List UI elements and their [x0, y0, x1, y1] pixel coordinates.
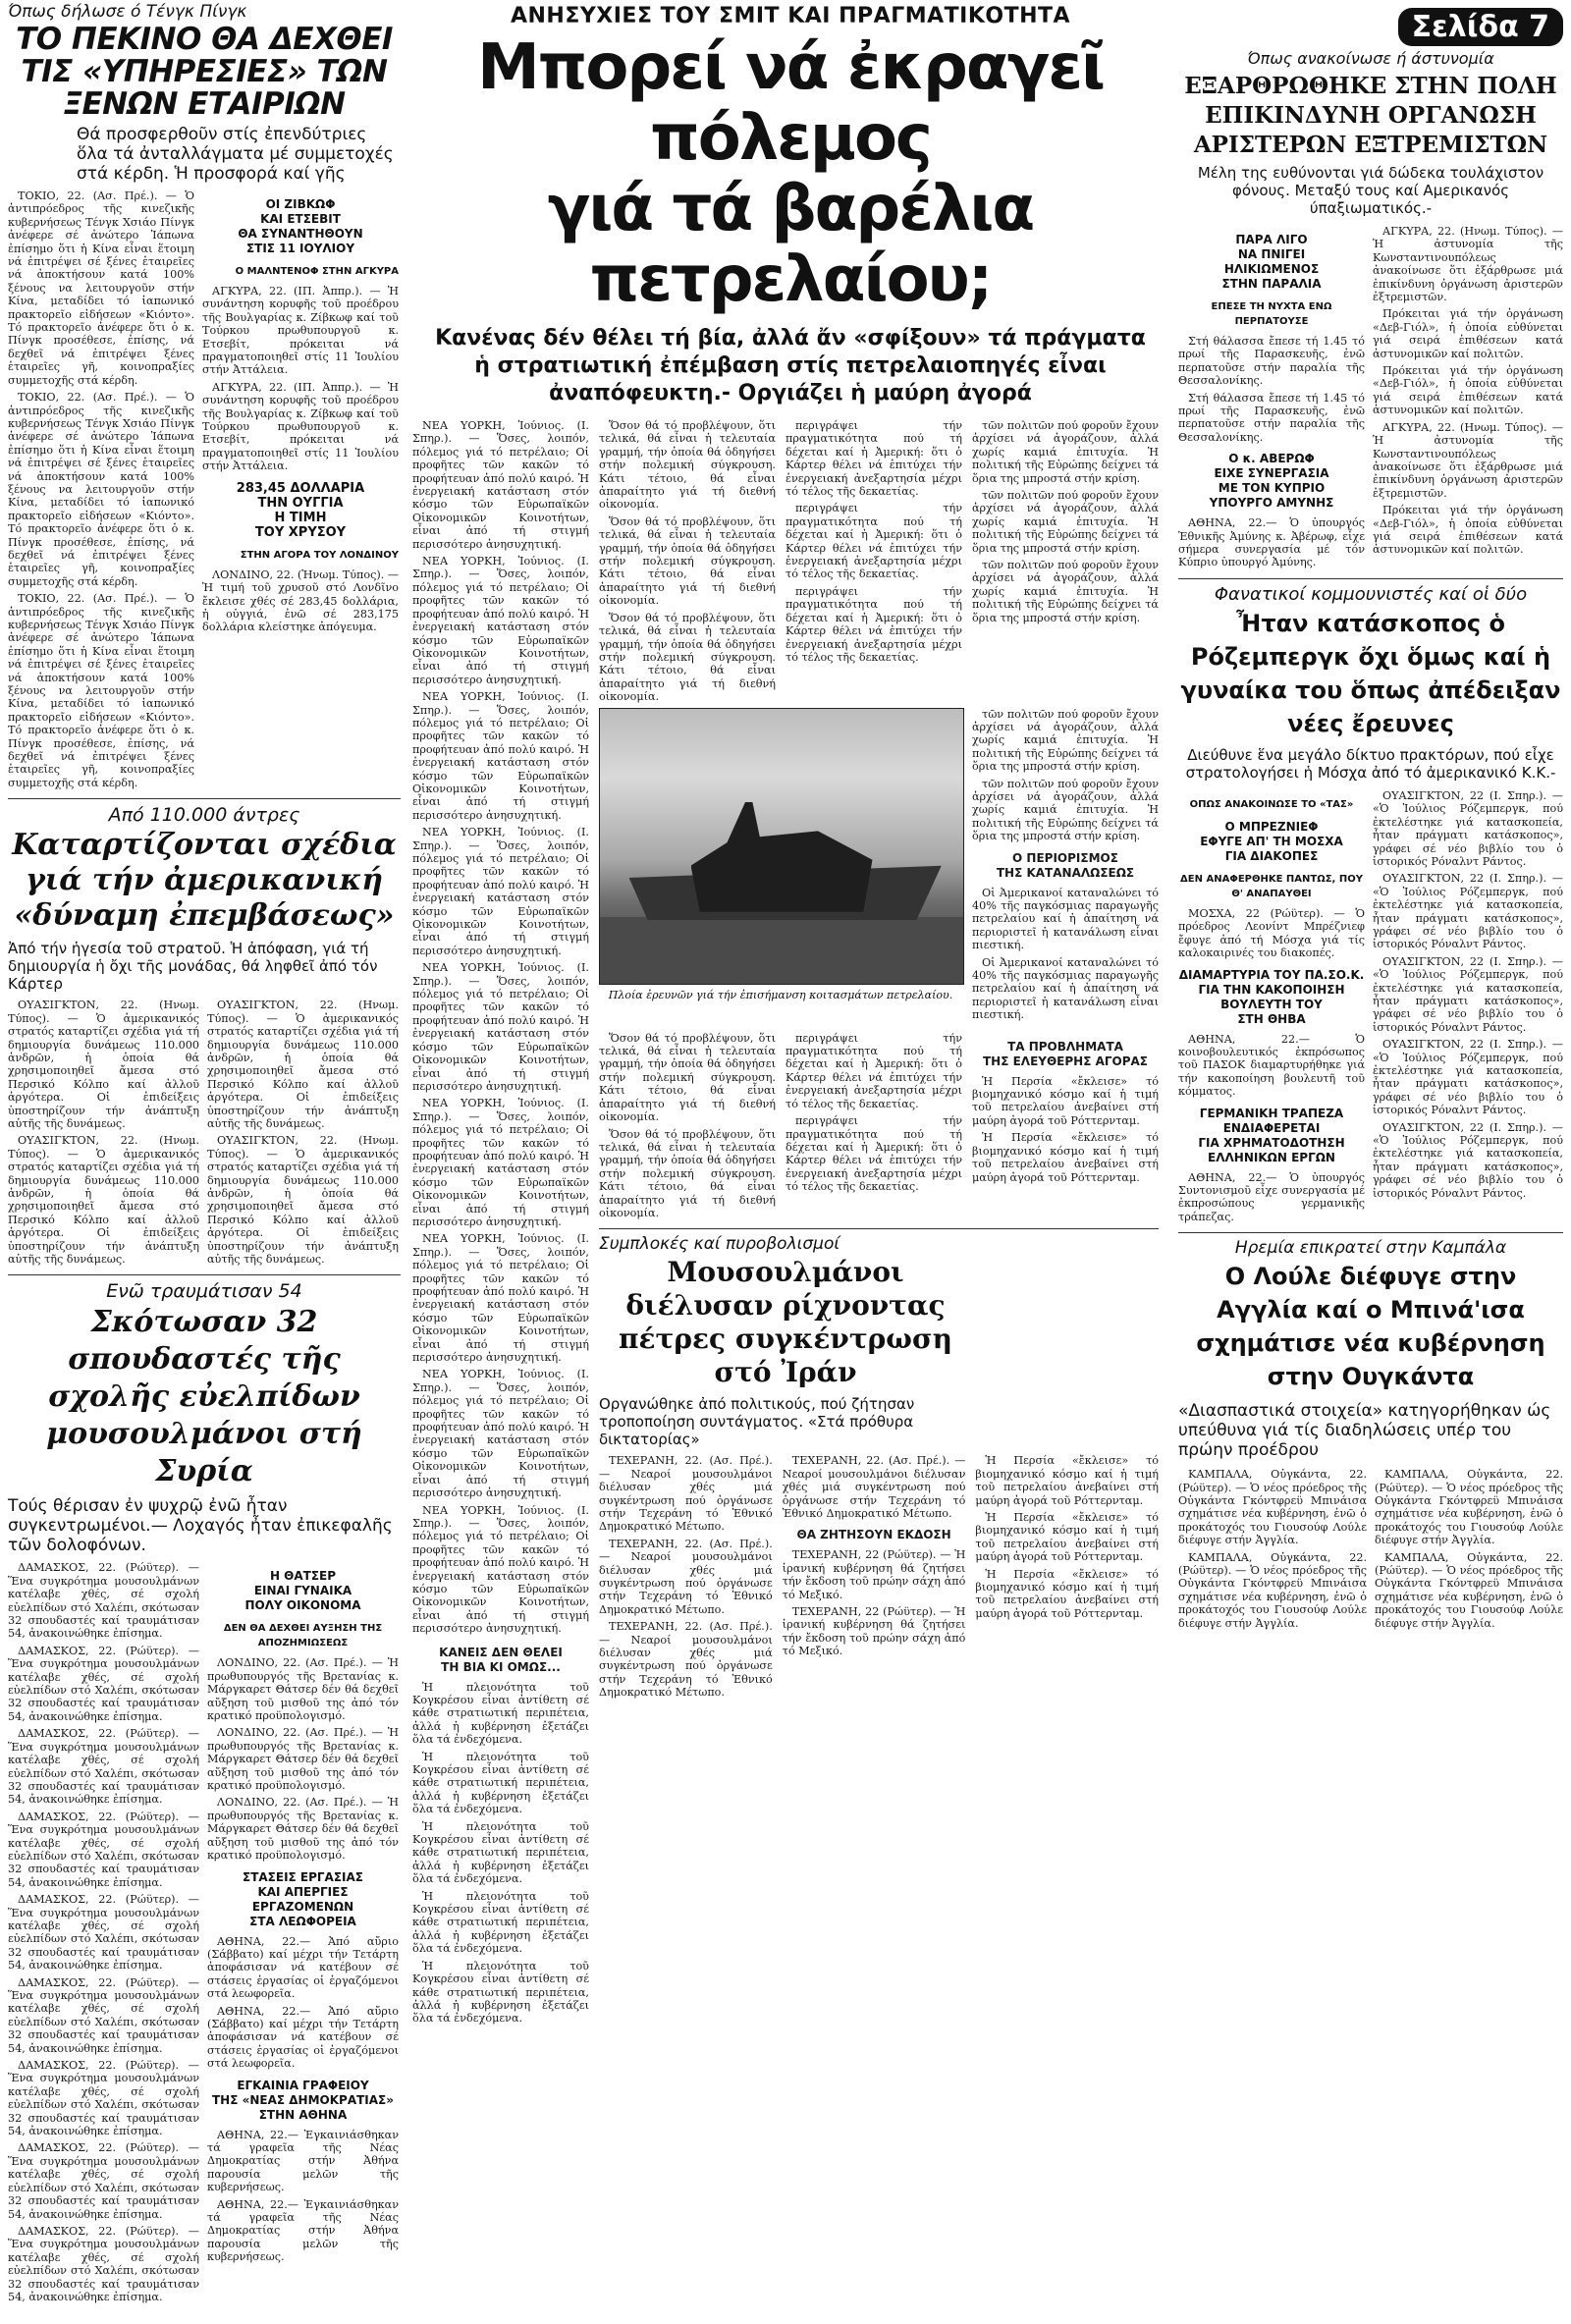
- left-column: [8, 0, 401, 2307]
- iran-story-col-1: ΤΕΧΕΡΑΝΗ, 22. (Ασ. Πρέ.). — Νεαροί μουσουλμάνοι διέλυσαν χθές μιά συγκέντρωση πού ὀργάνωσε στήν Τεχεράνη τό Ἐθνικό Δημοκρατικό Μέτωπο. ΤΕΧΕΡΑΝΗ, 22. (Ασ. Πρέ.). — Νεαροί μουσουλμάνοι διέλυσαν χθές μιά συγκέντρωση πού ὀργάνωσε στήν Τεχεράνη τό Ἐθνικό Δημοκρατικό Μέτωπο. ΤΕΧΕΡΑΝΗ, 22. (Ασ. Πρέ.). — Νεαροί μουσουλμάνοι διέλυσαν χθές μιά συγκέντρωση πού ὀργάνωσε στήν Τεχεράνη τό Ἐθνικό Δημοκρατικό Μέτωπο.: [599, 1454, 773, 1700]
- left-story-1-text-cont2: ΤΟΚΙΟ, 22. (Ασ. Πρέ.). — Ὁ ἀντιπρόεδρος τῆς κινεζικῆς κυβερνήσεως Τένγκ Χσιάο Πίνγκ ἀνέφερε σέ ἀνώτερο Ἰάπωνα ἐπίσημο ὅτι ἡ Κίνα εἶναι ἕτοιμη νά ἐπιτρέψει σέ ξένες ἑταιρεῖες νά ἀποκτήσουν κατά 100% ξένους να λειτουργοῦν στήν Κίνα, μεταδίδει τό ἰαπωνικό πρακτορεῖο εἰδήσεων «Κιόντο». Τό πρακτορεῖο ἀνέφερε ὅτι ὁ κ. Πίνγκ προσέθεσε, ἐπίσης, νά δεχθεῖ νά ἐπιτρέψει ξένες ἑταιρεῖες γῆ, κοινοπραξίες συμμετοχῆς στά κέρδη.: [8, 592, 194, 789]
- left-story-3: ΔΑΜΑΣΚΟΣ, 22. (Ρώϋτερ). — Ἕνα συγκρότημα μουσουλμάνων κατέλαβε χθές, σέ σχολή εὐελπίδων στό Χαλέπι, σκότωσαν 32 σπουδαστές καί τραυμάτισαν 54, ἀνακοινώθηκε ἐπίσημα. ΔΑΜΑΣΚΟΣ, 22. (Ρώϋτερ). — Ἕνα συγκρότημα μουσουλμάνων κατέλαβε χθές, σέ σχολή εὐελπίδων στό Χαλέπι, σκότωσαν 32 σπουδαστές καί τραυμάτισαν 54, ἀνακοινώθηκε ἐπίσημα. ΔΑΜΑΣΚΟΣ, 22. (Ρώϋτερ). — Ἕνα συγκρότημα μουσουλμάνων κατέλαβε χθές, σέ σχολή εὐελπίδων στό Χαλέπι, σκότωσαν 32 σπουδαστές καί τραυμάτισαν 54, ἀνακοινώθηκε ἐπίσημα. ΔΑΜΑΣΚΟΣ, 22. (Ρώϋτερ). — Ἕνα συγκρότημα μουσουλμάνων κατέλαβε χθές, σέ σχολή εὐελπίδων στό Χαλέπι, σκότωσαν 32 σπουδαστές καί τραυμάτισαν 54, ἀνακοινώθηκε ἐπίσημα. ΔΑΜΑΣΚΟΣ, 22. (Ρώϋτερ). — Ἕνα συγκρότημα μουσουλμάνων κατέλαβε χθές, σέ σχολή εὐελπίδων στό Χαλέπι, σκότωσαν 32 σπουδαστές καί τραυμάτισαν 54, ἀνακοινώθηκε ἐπίσημα. ΔΑΜΑΣΚΟΣ, 22. (Ρώϋτερ). — Ἕνα συγκρότημα μουσουλμάνων κατέλαβε χθές, σέ σχολή εὐελπίδων στό Χαλέπι, σκότωσαν 32 σπουδαστές καί τραυμάτισαν 54, ἀνακοινώθηκε ἐπίσημα. ΔΑΜΑΣΚΟΣ, 22. (Ρώϋτερ). — Ἕνα συγκρότημα μουσουλμάνων κατέλαβε χθές, σέ σχολή εὐελπίδων στό Χαλέπι, σκότωσαν 32 σπουδαστές καί τραυμάτισαν 54, ἀνακοινώθηκε ἐπίσημα. ΔΑΜΑΣΚΟΣ, 22. (Ρώϋτερ). — Ἕνα συγκρότημα μουσουλμάνων κατέλαβε χθές, σέ σχολή εὐελπίδων στό Χαλέπι, σκότωσαν 32 σπουδαστές καί τραυμάτισαν 54, ἀνακοινώθηκε ἐπίσημα. ΔΑΜΑΣΚΟΣ, 22. (Ρώϋτερ). — Ἕνα συγκρότημα μουσουλμάνων κατέλαβε χθές, σέ σχολή εὐελπίδων στό Χαλέπι, σκότωσαν 32 σπουδαστές καί τραυμάτισαν 54, ἀνακοινώθηκε ἐπίσημα.: [8, 1561, 199, 2303]
- german-bank-box-body: ΑΘΗΝΑ, 22.— Ὁ ὑπουργός Συντονισμοῦ εἶχε συνεργασία μέ ἐκπροσώπους γερμανικῆς τράπεζας.: [1178, 1170, 1365, 1223]
- right-story-1: ΑΓΚΥΡΑ, 22. (Ηνωμ. Τύπος). — Ἡ ἀστυνομία τῆς Κωνσταντινουπόλεως ἀνακοίνωσε ὅτι ἐξάρθρωσε μιά ἐπικίνδυνη ὀργάνωση ἀριστερῶν ἐξτρεμιστῶν. Πρόκειται γιά τήν ὀργάνωση «Δεβ-Γιόλ», ἡ ὁποία εὐθύνεται γιά σειρά ἐπιθέσεων κατά ἀστυνομικῶν καί πολιτῶν. Πρόκειται γιά τήν ὀργάνωση «Δεβ-Γιόλ», ἡ ὁποία εὐθύνεται γιά σειρά ἐπιθέσεων κατά ἀστυνομικῶν καί πολιτῶν. ΑΓΚΥΡΑ, 22. (Ηνωμ. Τύπος). — Ἡ ἀστυνομία τῆς Κωνσταντινουπόλεως ἀνακοίνωσε ὅτι ἐξάρθρωσε μιά ἐπικίνδυνη ὀργάνωση ἀριστερῶν ἐξτρεμιστῶν. Πρόκειται γιά τήν ὀργάνωση «Δεβ-Γιόλ», ἡ ὁποία εὐθύνεται γιά σειρά ἐπιθέσεων κατά ἀστυνομικῶν καί πολιτῶν.: [1373, 225, 1563, 557]
- center-story-col-1: ΝΕΑ ΥΟΡΚΗ, Ἰούνιος. (Ι. Σπηρ.). — Ὅσες, λοιπόν, πόλεμος γιά τό πετρέλαιο; Οἱ προφῆτες τῶν κακῶν τό προφήτευαν ἀπό πολύ καιρό. Ἡ ἐνεργειακή κατάσταση στόν κόσμο τῶν Εὐρωπαϊκῶν Οἰκονομικῶν Κοινοτήτων, εἶναι ἀπό τή στιγμή περισσότερο ἀνησυχητική. ΝΕΑ ΥΟΡΚΗ, Ἰούνιος. (Ι. Σπηρ.). — Ὅσες, λοιπόν, πόλεμος γιά τό πετρέλαιο; Οἱ προφῆτες τῶν κακῶν τό προφήτευαν ἀπό πολύ καιρό. Ἡ ἐνεργειακή κατάσταση στόν κόσμο τῶν Εὐρωπαϊκῶν Οἰκονομικῶν Κοινοτήτων, εἶναι ἀπό τή στιγμή περισσότερο ἀνησυχητική. ΝΕΑ ΥΟΡΚΗ, Ἰούνιος. (Ι. Σπηρ.). — Ὅσες, λοιπόν, πόλεμος γιά τό πετρέλαιο; Οἱ προφῆτες τῶν κακῶν τό προφήτευαν ἀπό πολύ καιρό. Ἡ ἐνεργειακή κατάσταση στόν κόσμο τῶν Εὐρωπαϊκῶν Οἰκονομικῶν Κοινοτήτων, εἶναι ἀπό τή στιγμή περισσότερο ἀνησυχητική. ΝΕΑ ΥΟΡΚΗ, Ἰούνιος. (Ι. Σπηρ.). — Ὅσες, λοιπόν, πόλεμος γιά τό πετρέλαιο; Οἱ προφῆτες τῶν κακῶν τό προφήτευαν ἀπό πολύ καιρό. Ἡ ἐνεργειακή κατάσταση στόν κόσμο τῶν Εὐρωπαϊκῶν Οἰκονομικῶν Κοινοτήτων, εἶναι ἀπό τή στιγμή περισσότερο ἀνησυχητική. ΝΕΑ ΥΟΡΚΗ, Ἰούνιος. (Ι. Σπηρ.). — Ὅσες, λοιπόν, πόλεμος γιά τό πετρέλαιο; Οἱ προφῆτες τῶν κακῶν τό προφήτευαν ἀπό πολύ καιρό. Ἡ ἐνεργειακή κατάσταση στόν κόσμο τῶν Εὐρωπαϊκῶν Οἰκονομικῶν Κοινοτήτων, εἶναι ἀπό τή στιγμή περισσότερο ἀνησυχητική. ΝΕΑ ΥΟΡΚΗ, Ἰούνιος. (Ι. Σπηρ.). — Ὅσες, λοιπόν, πόλεμος γιά τό πετρέλαιο; Οἱ προφῆτες τῶν κακῶν τό προφήτευαν ἀπό πολύ καιρό. Ἡ ἐνεργειακή κατάσταση στόν κόσμο τῶν Εὐρωπαϊκῶν Οἰκονομικῶν Κοινοτήτων, εἶναι ἀπό τή στιγμή περισσότερο ἀνησυχητική. ΝΕΑ ΥΟΡΚΗ, Ἰούνιος. (Ι. Σπηρ.). — Ὅσες, λοιπόν, πόλεμος γιά τό πετρέλαιο; Οἱ προφῆτες τῶν κακῶν τό προφήτευαν ἀπό πολύ καιρό. Ἡ ἐνεργειακή κατάσταση στόν κόσμο τῶν Εὐρωπαϊκῶν Οἰκονομικῶν Κοινοτήτων, εἶναι ἀπό τή στιγμή περισσότερο ἀνησυχητική. ΝΕΑ ΥΟΡΚΗ, Ἰούνιος. (Ι. Σπηρ.). — Ὅσες, λοιπόν, πόλεμος γιά τό πετρέλαιο; Οἱ προφῆτες τῶν κακῶν τό προφήτευαν ἀπό πολύ καιρό. Ἡ ἐνεργειακή κατάσταση στόν κόσμο τῶν Εὐρωπαϊκῶν Οἰκονομικῶν Κοινοτήτων, εἶναι ἀπό τή στιγμή περισσότερο ἀνησυχητική. ΝΕΑ ΥΟΡΚΗ, Ἰούνιος. (Ι. Σπηρ.). — Ὅσες, λοιπόν, πόλεμος γιά τό πετρέλαιο; Οἱ προφῆτες τῶν κακῶν τό προφήτευαν ἀπό πολύ καιρό. Ἡ ἐνεργειακή κατάσταση στόν κόσμο τῶν Εὐρωπαϊκῶν Οἰκονομικῶν Κοινοτήτων, εἶναι ἀπό τή στιγμή περισσότερο ἀνησυχητική. ΚΑΝΕΙΣ ΔΕΝ ΘΕΛΕΙ ΤΗ ΒΙΑ ΚΙ ΟΜΩΣ... Ἡ πλειονότητα τοῦ Κογκρέσου εἶναι ἀντίθετη σέ κάθε στρατιωτική περιπέτεια, ἀλλά ἡ κυβέρνηση ἐξετάζει ὅλα τά ἐνδεχόμενα. Ἡ πλειονότητα τοῦ Κογκρέσου εἶναι ἀντίθετη σέ κάθε στρατιωτική περιπέτεια, ἀλλά ἡ κυβέρνηση ἐξετάζει ὅλα τά ἐνδεχόμενα. Ἡ πλειονότητα τοῦ Κογκρέσου εἶναι ἀντίθετη σέ κάθε στρατιωτική περιπέτεια, ἀλλά ἡ κυβέρνηση ἐξετάζει ὅλα τά ἐνδεχόμενα. Ἡ πλειονότητα τοῦ Κογκρέσου εἶναι ἀντίθετη σέ κάθε στρατιωτική περιπέτεια, ἀλλά ἡ κυβέρνηση ἐξετάζει ὅλα τά ἐνδεχόμενα. Ἡ πλειονότητα τοῦ Κογκρέσου εἶναι ἀντίθετη σέ κάθε στρατιωτική περιπέτεια, ἀλλά ἡ κυβέρνηση ἐξετάζει ὅλα τά ἐνδεχόμενα.: [412, 419, 589, 2026]
- pasok-box-title: ΔΙΑΜΑΡΤΥΡΙΑ ΤΟΥ ΠΑ.ΣΟ.Κ. ΓΙΑ ΤΗΝ ΚΑΚΟΠΟΙΗΣΗ ΒΟΥΛΕΥΤΗ ΤΟΥ ΣΤΗ ΘΗΒΑ: [1178, 967, 1365, 1026]
- uganda-story-col-1: ΚΑΜΠΑΛΑ, Οὐγκάντα, 22. (Ρώϋτερ). — Ὁ νέος πρόεδρος τῆς Οὐγκάντα Γκόντφρεϋ Μπινάισα σχημάτισε νέα κυβέρνηση, ἐνῶ ὁ προκάτοχός του Γιουσούφ Λούλε διέφυγε στήν Ἀγγλία. ΚΑΜΠΑΛΑ, Οὐγκάντα, 22. (Ρώϋτερ). — Ὁ νέος πρόεδρος τῆς Οὐγκάντα Γκόντφρεϋ Μπινάισα σχημάτισε νέα κυβέρνηση, ἐνῶ ὁ προκάτοχός του Γιουσούφ Λούλε διέφυγε στήν Ἀγγλία.: [1178, 1468, 1367, 1630]
- uganda-headline: Ο Λούλε διέφυγε στην Αγγλία καί ο Μπινά'ισα σχημάτισε νέα κυβέρνηση στην Ουγκάντα: [1196, 1263, 1545, 1391]
- zhivkov-box-title: ΟΙ ΖΙΒΚΩΦ ΚΑΙ ΕΤΣΕΒΙΤ ΘΑ ΣΥΝΑΝΤΗΘΟΥΝ ΣΤΙΣ 11 ΙΟΥΛΙΟΥ: [238, 197, 363, 255]
- photo-caption: Πλοία ἐρευνῶν γιά τήν ἐπισήμανση κοιτασμάτων πετρελαίου.: [608, 988, 953, 1001]
- center-column: [412, 0, 1168, 2029]
- rosenberg-lead: Φανατικοί κομμουνιστές καί οἱ δύο: [1214, 583, 1528, 605]
- iran-headline: Μουσουλμάνοι διέλυσαν ρίχνοντας πέτρες συγκέντρωση στό Ἰράν: [619, 1256, 952, 1389]
- averof-box-body: ΑΘΗΝΑ, 22.— Ὁ ὑπουργός Ἐθνικῆς Ἀμύνης κ. Ἀβέρωφ, εἶχε σήμερα συνεργασία μέ τόν Κύπριο ὑπουργό Ἀμύνης.: [1178, 516, 1365, 569]
- tass-box-kicker: ΟΠΩΣ ΑΝΑΚΟΙΝΩΣΕ ΤΟ «ΤΑΣ»: [1189, 798, 1354, 810]
- left-headline: ΤΟ ΠΕΚΙΝΟ ΘΑ ΔΕΧΘΕΙ ΤΙΣ «ΥΠΗΡΕΣΙΕΣ» ΤΩΝ ΞΕΝΩΝ ΕΤΑΙΡΙΩΝ: [16, 22, 393, 122]
- left-story-1-text-cont: ΤΟΚΙΟ, 22. (Ασ. Πρέ.). — Ὁ ἀντιπρόεδρος τῆς κινεζικῆς κυβερνήσεως Τένγκ Χσιάο Πίνγκ ἀνέφερε σέ ἀνώτερο Ἰάπωνα ἐπίσημο ὅτι ἡ Κίνα εἶναι ἕτοιμη νά ἐπιτρέψει σέ ξένες ἑταιρεῖες νά ἀποκτήσουν κατά 100% ξένους να λειτουργοῦν στήν Κίνα, μεταδίδει τό ἰαπωνικό πρακτορεῖο εἰδήσεων «Κιόντο». Τό πρακτορεῖο ἀνέφερε ὅτι ὁ κ. Πίνγκ προσέθεσε, ἐπίσης, νά δεχθεῖ νά ἐπιτρέψει ξένες ἑταιρεῖες γῆ, κοινοπραξίες συμμετοχῆς στά κέρδη.: [8, 391, 194, 588]
- left-lead-2: Ενῶ τραυμάτισαν 54: [106, 1280, 302, 1303]
- center-subheadline: Κανένας δέν θέλει τή βία, ἀλλά ἄν «σφίξουν» τά πράγματα ἡ στρατιωτική ἐπέμβαση στίς πετρελαιοπηγές εἶναι ἀναπόφευκτη.- Οργιάζει ἡ μαύρη ἀγορά: [435, 326, 1146, 405]
- gold-box-subtitle: ΣΤΗΝ ΑΓΟΡΑ ΤΟΥ ΛΟΝΔΙΝΟΥ: [240, 549, 399, 561]
- left-subheadline: Θά προσφερθοῦν στίς ἐπενδύτριες ὅλα τά ἀνταλλάγματα μέ συμμετοχές στά κέρδη. Ἡ προσφορά καί γῆς: [77, 125, 394, 184]
- center-kicker: ΑΝΗΣΥΧΙΕΣ ΤΟΥ ΣΜΙΤ ΚΑΙ ΠΡΑΓΜΑΤΙΚΟΤΗΤΑ: [510, 4, 1071, 28]
- iran-story-col-3: Ἡ Περσία «ἔκλεισε» τό βιομηχανικό κόσμο καί ἡ τιμή τοῦ πετρελαίου ἀνεβαίνει στή μαύρη ἀγορά τοῦ Ρόττερνταμ. Ἡ Περσία «ἔκλεισε» τό βιομηχανικό κόσμο καί ἡ τιμή τοῦ πετρελαίου ἀνεβαίνει στή μαύρη ἀγορά τοῦ Ρόττερνταμ. Ἡ Περσία «ἔκλεισε» τό βιομηχανικό κόσμο καί ἡ τιμή τοῦ πετρελαίου ἀνεβαίνει στή μαύρη ἀγορά τοῦ Ρόττερνταμ.: [975, 1454, 1159, 1620]
- drilling-ship-photo: [599, 708, 964, 985]
- left-headline-3: Σκότωσαν 32 σπουδαστές τῆς σχολῆς εὐελπίδων μουσουλμάνοι στή Συρία: [46, 1305, 362, 1489]
- free-market-box-title: ΤΑ ΠΡΟΒΛΗΜΑΤΑ ΤΗΣ ΕΛΕΥΘΕΡΗΣ ΑΓΟΡΑΣ: [983, 1039, 1148, 1068]
- no-violence-box-title: ΚΑΝΕΙΣ ΔΕΝ ΘΕΛΕΙ ΤΗ ΒΙΑ ΚΙ ΟΜΩΣ...: [439, 1645, 563, 1674]
- right-briefs-2: [1178, 789, 1365, 1227]
- right-briefs: [1178, 225, 1365, 573]
- right-subheadline: Μέλη της ευθύνονται γιά δώδεκα τουλάχιστον φόνους. Μεταξύ τους καί Αμερικανός ύπαξιωματικός.-: [1197, 164, 1544, 217]
- pasok-box-body: ΑΘΗΝΑ, 22.— Ὁ κοινοβουλευτικός ἐκπρόσωπος τοῦ ΠΑΣΟΚ διαμαρτυρήθηκε γιά τήν κακοποίηση βουλευτῆ τοῦ κόμματος.: [1178, 1032, 1365, 1099]
- iran-story-col-2: ΤΕΧΕΡΑΝΗ, 22. (Ασ. Πρέ.). — Νεαροί μουσουλμάνοι διέλυσαν χθές μιά συγκέντρωση πού ὀργάνωσε στήν Τεχεράνη τό Ἐθνικό Δημοκρατικό Μέτωπο. ΘΑ ΖΗΤΗΣΟΥΝ ΕΚΔΟΣΗ ΤΕΧΕΡΑΝΗ, 22 (Ρώϋτερ). — Ἡ ἰρανική κυβέρνηση θά ζητήσει τήν ἔκδοση τοῦ πρώην σάχη ἀπό τό Μεξικό. ΤΕΧΕΡΑΝΗ, 22 (Ρώϋτερ). — Ἡ ἰρανική κυβέρνηση θά ζητήσει τήν ἔκδοση τοῦ πρώην σάχη ἀπό τό Μεξικό.: [782, 1454, 966, 1658]
- consumption-box-title: Ο ΠΕΡΙΟΡΙΣΜΟΣ ΤΗΣ ΚΑΤΑΝΑΛΩΣΕΩΣ: [996, 850, 1135, 880]
- left-headline-2: Καταρτίζονται σχέδια γιά τήν ἀμερικανική «δύναμη ἐπεμβάσεως»: [12, 828, 397, 934]
- strikes-box-body: ΑΘΗΝΑ, 22.— Ἀπό αὔριο (Σάββατο) καί μέχρι τήν Τετάρτη ἀποφάσισαν νά κατέβουν σέ στάσεις ἐργασίας οἱ ἐργαζόμενοι στά λεωφορεῖα. ΑΘΗΝΑ, 22.— Ἀπό αὔριο (Σάββατο) καί μέχρι τήν Τετάρτη ἀποφάσισαν νά κατέβουν σέ στάσεις ἐργασίας οἱ ἐργαζόμενοι στά λεωφορεῖα.: [207, 1934, 399, 2071]
- left-lead-1: Από 110.000 άντρες: [108, 804, 300, 827]
- german-bank-box-title: ΓΕΡΜΑΝΙΚΗ ΤΡΑΠΕΖΑ ΕΝΔΙΑΦΕΡΕΤΑΙ ΓΙΑ ΧΡΗΜΑΤΟΔΟΤΗΣΗ ΕΛΛΗΝΙΚΩΝ ΕΡΓΩΝ: [1198, 1106, 1345, 1164]
- rosenberg-subheadline: Διεύθυνε ἕνα μεγάλο δίκτυο πρακτόρων, πού εἶχε στρατολογήσει ἡ Μόσχα ἀπό τό ἀμερικανικό Κ.Κ.-: [1185, 745, 1556, 782]
- center-story-col-5: τῶν πολιτῶν πού φοροῦν ἔχουν ἀρχίσει νά ἀγοράζουν, ἀλλά χωρίς καμιά ἐπιτυχία. Ἡ πολιτική τῆς Εὐρώπης δείχνει τά ὅρια της μπροστά στήν κρίση. τῶν πολιτῶν πού φοροῦν ἔχουν ἀρχίσει νά ἀγοράζουν, ἀλλά χωρίς καμιά ἐπιτυχία. Ἡ πολιτική τῆς Εὐρώπης δείχνει τά ὅρια της μπροστά στήν κρίση. Ο ΠΕΡΙΟΡΙΣΜΟΣ ΤΗΣ ΚΑΤΑΝΑΛΩΣΕΩΣ Οἱ Ἀμερικανοί καταναλώνει τό 40% τῆς παγκόσμιας παραγωγῆς πετρελαίου καί ἡ ἀπαίτηση νά περιοριστεῖ ἡ κατανάλωση εἶναι πιεστική. Οἱ Ἀμερικανοί καταναλώνει τό 40% τῆς παγκόσμιας παραγωγῆς πετρελαίου καί ἡ ἀπαίτηση νά περιοριστεῖ ἡ κατανάλωση εἶναι πιεστική.: [972, 707, 1159, 1022]
- rosenberg-headline: Ἦταν κατάσκοπος ὁ Ρόζεμπεργκ ὄχι ὅμως καί ἡ γυναίκα του ὅπως ἀπέδειξαν νέες ἔρευνες: [1180, 609, 1561, 737]
- right-kicker: Όπως ανακοίνωσε ή άστυνομία: [1247, 49, 1494, 68]
- brezhnev-box-subtitle: ΔΕΝ ΑΝΑΦΕΡΘΗΚΕ ΠΑΝΤΩΣ, ΠΟΥ Θ' ΑΝΑΠΑΥΘΕΙ: [1180, 873, 1363, 899]
- center-story-col-4: τῶν πολιτῶν πού φοροῦν ἔχουν ἀρχίσει νά ἀγοράζουν, ἀλλά χωρίς καμιά ἐπιτυχία. Ἡ πολιτική τῆς Εὐρώπης δείχνει τά ὅρια της μπροστά στήν κρίση. τῶν πολιτῶν πού φοροῦν ἔχουν ἀρχίσει νά ἀγοράζουν, ἀλλά χωρίς καμιά ἐπιτυχία. Ἡ πολιτική τῆς Εὐρώπης δείχνει τά ὅρια της μπροστά στήν κρίση. τῶν πολιτῶν πού φοροῦν ἔχουν ἀρχίσει νά ἀγοράζουν, ἀλλά χωρίς καμιά ἐπιτυχία. Ἡ πολιτική τῆς Εὐρώπης δείχνει τά ὅρια της μπροστά στήν κρίση.: [972, 419, 1159, 624]
- brezhnev-box-body: ΜΟΣΧΑ, 22 (Ρώϋτερ). — Ὁ πρόεδρος Λεονίντ Μπρέζνιεφ ἔφυγε ἀπό τή Μόσχα γιά τίς καλοκαιρινές του διακοπές.: [1178, 906, 1365, 960]
- left-story-2-cont: ΟΥΑΣΙΓΚΤΟΝ, 22. (Ηνωμ. Τύπος). — Ὁ ἀμερικανικός στρατός καταρτίζει σχέδια γιά τή δημιουργία δυνάμεως 110.000 ἀνδρῶν, ἡ ὁποία θά χρησιμοποιηθεῖ ἄμεσα στό Περσικό Κόλπο καί ἀλλοῦ ἀργότερα. Οἱ ἐπιδείξεις ὑποστηρίζουν τήν ἀνάπτυξη αὐτῆς τῆς δυνάμεως. ΟΥΑΣΙΓΚΤΟΝ, 22. (Ηνωμ. Τύπος). — Ὁ ἀμερικανικός στρατός καταρτίζει σχέδια γιά τή δημιουργία δυνάμεως 110.000 ἀνδρῶν, ἡ ὁποία θά χρησιμοποιηθεῖ ἄμεσα στό Περσικό Κόλπο καί ἀλλοῦ ἀργότερα. Οἱ ἐπιδείξεις ὑποστηρίζουν τήν ἀνάπτυξη αὐτῆς τῆς δυνάμεως.: [207, 999, 399, 1266]
- extradition-box-title: ΘΑ ΖΗΤΗΣΟΥΝ ΕΚΔΟΣΗ: [796, 1528, 951, 1542]
- iran-subheadline: Οργανώθηκε ἀπό πολιτικούς, πού ζήτησαν τροποποίηση συντάγματος. «Στά πρόθυρα δικτατορίας»: [599, 1395, 915, 1449]
- thatcher-box-body: ΛΟΝΔΙΝΟ, 22. (Ασ. Πρέ.). — Ἡ πρωθυπουργός τῆς Βρετανίας κ. Μάργκαρετ Θάτσερ δέν θά δεχθεῖ αὔξηση τοῦ μισθοῦ της ἀπό τόν κρατικό προϋπολογισμό. ΛΟΝΔΙΝΟ, 22. (Ασ. Πρέ.). — Ἡ πρωθυπουργός τῆς Βρετανίας κ. Μάργκαρετ Θάτσερ δέν θά δεχθεῖ αὔξηση τοῦ μισθοῦ της ἀπό τόν κρατικό προϋπολογισμό. ΛΟΝΔΙΝΟ, 22. (Ασ. Πρέ.). — Ἡ πρωθυπουργός τῆς Βρετανίας κ. Μάργκαρετ Θάτσερ δέν θά δεχθεῖ αὔξηση τοῦ μισθοῦ της ἀπό τόν κρατικό προϋπολογισμό.: [207, 1656, 399, 1863]
- right-column: [1178, 47, 1563, 1634]
- left-story-1-text: ΤΟΚΙΟ, 22. (Ασ. Πρέ.). — Ὁ ἀντιπρόεδρος τῆς κινεζικῆς κυβερνήσεως Τένγκ Χσιάο Πίνγκ ἀνέφερε σέ ἀνώτερο Ἰάπωνα ἐπίσημο ὅτι ἡ Κίνα εἶναι ἕτοιμη νά ἐπιτρέψει σέ ξένες ἑταιρεῖες νά ἀποκτήσουν κατά 100% ξένους να λειτουργοῦν στήν Κίνα, μεταδίδει τό ἰαπωνικό πρακτορεῖο εἰδήσεων «Κιόντο». Τό πρακτορεῖο ἀνέφερε ὅτι ὁ κ. Πίνγκ προσέθεσε, ἐπίσης, νά δεχθεῖ νά ἐπιτρέψει ξένες ἑταιρεῖες γῆ, κοινοπραξίες συμμετοχῆς στά κέρδη.: [8, 189, 194, 387]
- left-briefs: [202, 189, 399, 793]
- left-subheadline-2: Ἀπό τήν ἡγεσία τοῦ στρατοῦ. Ἡ ἀπόφαση, γιά τή δημιουργία ἡ ὄχι τῆς μονάδας, θά ληφθεῖ ἀπό τόν Κάρτερ: [8, 940, 378, 994]
- gold-box-body: ΛΟΝΔΙΝΟ, 22. (Ἡνωμ. Τύπος). — Ἡ τιμή τοῦ χρυσοῦ στό Λονδῖνο ἔκλεισε χθές σέ 283,45 δολλάρια, ἡ οὐγγιά, ἐνῶ σέ 283,175 δολλάρια κλείστηκε ἀπόγευμα.: [202, 567, 400, 634]
- nd-office-box-body: ΑΘΗΝΑ, 22.— Ἐγκαινιάσθηκαν τά γραφεῖα τῆς Νέας Δημοκρατίας στήν Ἀθήνα παρουσία μελῶν τῆς κυβερνήσεως. ΑΘΗΝΑ, 22.— Ἐγκαινιάσθηκαν τά γραφεῖα τῆς Νέας Δημοκρατίας στήν Ἀθήνα παρουσία μελῶν τῆς κυβερνήσεως.: [207, 2128, 399, 2264]
- center-headline-line-1: Μπορεί νά ἐκραγεῖ πόλεμος: [477, 31, 1104, 175]
- strikes-box-title: ΣΤΑΣΕΙΣ ΕΡΓΑΣΙΑΣ ΚΑΙ ΑΠΕΡΓΙΕΣ ΕΡΓΑΖΟΜΕΝΩΝ ΣΤΑ ΛΕΩΦΟΡΕΙΑ: [243, 1869, 363, 1928]
- drowning-box-title: ΠΑΡΑ ΛΙΓΟ ΝΑ ΠΝΙΓΕΙ ΗΛΙΚΙΩΜΕΝΟΣ ΣΤΗΝ ΠΑΡΑΛΙΑ: [1221, 233, 1322, 291]
- left-kicker: Όπως δήλωσε ό Τένγκ Πίνγκ: [8, 2, 247, 22]
- nd-office-box-title: ΕΓΚΑΙΝΙΑ ΓΡΑΦΕΙΟΥ ΤΗΣ «ΝΕΑΣ ΔΗΜΟΚΡΑΤΙΑΣ» ΣΤΗΝ ΑΘΗΝΑ: [212, 2078, 394, 2122]
- left-story-2: ΟΥΑΣΙΓΚΤΟΝ, 22. (Ηνωμ. Τύπος). — Ὁ ἀμερικανικός στρατός καταρτίζει σχέδια γιά τή δημιουργία δυνάμεως 110.000 ἀνδρῶν, ἡ ὁποία θά χρησιμοποιηθεῖ ἄμεσα στό Περσικό Κόλπο καί ἀλλοῦ ἀργότερα. Οἱ ἐπιδείξεις ὑποστηρίζουν τήν ἀνάπτυξη αὐτῆς τῆς δυνάμεως. ΟΥΑΣΙΓΚΤΟΝ, 22. (Ηνωμ. Τύπος). — Ὁ ἀμερικανικός στρατός καταρτίζει σχέδια γιά τή δημιουργία δυνάμεως 110.000 ἀνδρῶν, ἡ ὁποία θά χρησιμοποιηθεῖ ἄμεσα στό Περσικό Κόλπο καί ἀλλοῦ ἀργότερα. Οἱ ἐπιδείξεις ὑποστηρίζουν τήν ἀνάπτυξη αὐτῆς τῆς δυνάμεως.: [8, 999, 199, 1266]
- center-story-col-3: περιγράψει τήν πραγματικότητα πού τή δέχεται καί ἡ Ἀμερική: ὅτι ὁ Κάρτερ θέλει νά ἐπιτύχει τήν ἐνεργειακή ἀνεξαρτησία μέχρι τό τέλος τῆς δεκαετίας. περιγράψει τήν πραγματικότητα πού τή δέχεται καί ἡ Ἀμερική: ὅτι ὁ Κάρτερ θέλει νά ἐπιτύχει τήν ἐνεργειακή ἀνεξαρτησία μέχρι τό τέλος τῆς δεκαετίας. περιγράψει τήν πραγματικότητα πού τή δέχεται καί ἡ Ἀμερική: ὅτι ὁ Κάρτερ θέλει νά ἐπιτύχει τήν ἐνεργειακή ἀνεξαρτησία μέχρι τό τέλος τῆς δεκαετίας.: [786, 419, 962, 664]
- gold-box-title: 283,45 ΔΟΛΛΑΡΙΑ ΤΗΝ ΟΥΓΓΙΑ Η ΤΙΜΗ ΤΟΥ ΧΡΥΣΟΥ: [236, 480, 365, 540]
- zhivkov-box-body: ΑΓΚΥΡΑ, 22. (ΙΠ. Ἀππρ.). — Ἡ συνάντηση κορυφῆς τοῦ προέδρου τῆς Βουλγαρίας κ. Ζίβκωφ καί τοῦ Τούρκου πρωθυπουργοῦ κ. Ετσεβίτ, πρόκειται νά πραγματοποιηθεῖ στίς 11 Ἰουλίου στήν Ἀττάλεια. ΑΓΚΥΡΑ, 22. (ΙΠ. Ἀππρ.). — Ἡ συνάντηση κορυφῆς τοῦ προέδρου τῆς Βουλγαρίας κ. Ζίβκωφ καί τοῦ Τούρκου πρωθυπουργοῦ κ. Ετσεβίτ, πρόκειται νά πραγματοποιηθεῖ στίς 11 Ἰουλίου στήν Ἀττάλεια.: [202, 285, 399, 473]
- right-headline: ΕΞΑΡΘΡΩΘΗΚΕ ΣΤΗΝ ΠΟΛΗ ΕΠΙΚΙΝΔΥΝΗ ΟΡΓΑΝΩΣΗ ΑΡΙΣΤΕΡΩΝ ΕΞΤΡΕΜΙΣΤΩΝ: [1184, 73, 1557, 158]
- brezhnev-box-title: Ο ΜΠΡΕΖΝΙΕΦ ΕΦΥΓΕ ΑΠ' ΤΗ ΜΟΣΧΑ ΓΙΑ ΔΙΑΚΟΠΕΣ: [1200, 819, 1343, 863]
- averof-box-title: Ο κ. ΑΒΕΡΩΦ ΕΙΧΕ ΣΥΝΕΡΓΑΣΙΑ ΜΕ ΤΟΝ ΚΥΠΡΙΟ ΥΠΟΥΡΓΟ ΑΜΥΝΗΣ: [1209, 452, 1334, 511]
- zhivkov-box-subtitle: Ο ΜΑΛΝΤΕΝΟΦ ΣΤΗΝ ΑΓΚΥΡΑ: [235, 266, 399, 277]
- page-number-badge: Σελίδα 7: [1398, 8, 1563, 46]
- center-story-col-2: Ὅσον θά τό προβλέψουν, ὅτι τελικά, θά εἶναι ἡ τελευταία γραμμή, τήν ὁποία θά ὁδηγήσει στήν πολεμική σύγκρουση. Κάτι τέτοιο, θά εἶναι ἀπαραίτητο γιά τή διεθνή οἰκονομία. Ὅσον θά τό προβλέψουν, ὅτι τελικά, θά εἶναι ἡ τελευταία γραμμή, τήν ὁποία θά ὁδηγήσει στήν πολεμική σύγκρουση. Κάτι τέτοιο, θά εἶναι ἀπαραίτητο γιά τή διεθνή οἰκονομία. Ὅσον θά τό προβλέψουν, ὅτι τελικά, θά εἶναι ἡ τελευταία γραμμή, τήν ὁποία θά ὁδηγήσει στήν πολεμική σύγκρουση. Κάτι τέτοιο, θά εἶναι ἀπαραίτητο γιά τή διεθνή οἰκονομία.: [599, 419, 776, 704]
- rosenberg-story: ΟΥΑΣΙΓΚΤΟΝ, 22 (Ι. Σπηρ.). — «Ὁ Ἰούλιος Ρόζεμπεργκ, πού ἐκτελέστηκε γιά κατασκοπεία, ἦταν πράγματι κατάσκοπος», γράφει σέ νέο βιβλίο του ὁ ἱστορικός Ρόναλντ Ράντος. ΟΥΑΣΙΓΚΤΟΝ, 22 (Ι. Σπηρ.). — «Ὁ Ἰούλιος Ρόζεμπεργκ, πού ἐκτελέστηκε γιά κατασκοπεία, ἦταν πράγματι κατάσκοπος», γράφει σέ νέο βιβλίο του ὁ ἱστορικός Ρόναλντ Ράντος. ΟΥΑΣΙΓΚΤΟΝ, 22 (Ι. Σπηρ.). — «Ὁ Ἰούλιος Ρόζεμπεργκ, πού ἐκτελέστηκε γιά κατασκοπεία, ἦταν πράγματι κατάσκοπος», γράφει σέ νέο βιβλίο του ὁ ἱστορικός Ρόναλντ Ράντος. ΟΥΑΣΙΓΚΤΟΝ, 22 (Ι. Σπηρ.). — «Ὁ Ἰούλιος Ρόζεμπεργκ, πού ἐκτελέστηκε γιά κατασκοπεία, ἦταν πράγματι κατάσκοπος», γράφει σέ νέο βιβλίο του ὁ ἱστορικός Ρόναλντ Ράντος. ΟΥΑΣΙΓΚΤΟΝ, 22 (Ι. Σπηρ.). — «Ὁ Ἰούλιος Ρόζεμπεργκ, πού ἐκτελέστηκε γιά κατασκοπεία, ἦταν πράγματι κατάσκοπος», γράφει σέ νέο βιβλίο του ὁ ἱστορικός Ρόναλντ Ράντος.: [1373, 788, 1563, 1200]
- uganda-subheadline: «Διασπαστικά στοιχεία» κατηγορήθηκαν ώς υπεύθυνα γιά τίς διαδηλώσεις υπέρ του πρώην προέδρου: [1178, 1401, 1551, 1461]
- center-story-row: Ὅσον θά τό προβλέψουν, ὅτι τελικά, θά εἶναι ἡ τελευταία γραμμή, τήν ὁποία θά ὁδηγήσει στήν πολεμική σύγκρουση. Κάτι τέτοιο, θά εἶναι ἀπαραίτητο γιά τή διεθνή οἰκονομία. Ὅσον θά τό προβλέψουν, ὅτι τελικά, θά εἶναι ἡ τελευταία γραμμή, τήν ὁποία θά ὁδηγήσει στήν πολεμική σύγκρουση. Κάτι τέτοιο, θά εἶναι ἀπαραίτητο γιά τή διεθνή οἰκονομία. περιγράψει τήν πραγματικότητα πού τή δέχεται καί ἡ Ἀμερική: ὅτι ὁ Κάρτερ θέλει νά ἐπιτύχει τήν ἐνεργειακή ἀνεξαρτησία μέχρι τό τέλος τῆς δεκαετίας. περιγράψει τήν πραγματικότητα πού τή δέχεται καί ἡ Ἀμερική: ὅτι ὁ Κάρτερ θέλει νά ἐπιτύχει τήν ἐνεργειακή ἀνεξαρτησία μέχρι τό τέλος τῆς δεκαετίας. ΤΑ ΠΡΟΒΛΗΜΑΤΑ ΤΗΣ ΕΛΕΥΘΕΡΗΣ ΑΓΟΡΑΣ Ἡ Περσία «ἔκλεισε» τό βιομηχανικό κόσμο καί ἡ τιμή τοῦ πετρελαίου ἀνεβαίνει στή μαύρη ἀγορά τοῦ Ρόττερνταμ. Ἡ Περσία «ἔκλεισε» τό βιομηχανικό κόσμο καί ἡ τιμή τοῦ πετρελαίου ἀνεβαίνει στή μαύρη ἀγορά τοῦ Ρόττερνταμ.: [599, 1031, 1159, 1219]
- drowning-box-subtitle: ΕΠΕΣΕ ΤΗ ΝΥΧΤΑ ΕΝΩ ΠΕΡΠΑΤΟΥΣΕ: [1211, 301, 1332, 327]
- drowning-box-body: Στή θάλασσα ἔπεσε τή 1.45 τό πρωί τῆς Παρασκευῆς, ἐνῶ περπατοῦσε στήν παραλία τῆς Θεσσαλονίκης. Στή θάλασσα ἔπεσε τή 1.45 τό πρωί τῆς Παρασκευῆς, ἐνῶ περπατοῦσε στήν παραλία τῆς Θεσσαλονίκης.: [1178, 335, 1365, 444]
- thatcher-box-subtitle: ΔΕΝ ΘΑ ΔΕΧΘΕΙ ΑΥΞΗΣΗ ΤΗΣ ΑΠΟΖΗΜΙΩΣΕΩΣ: [223, 1623, 383, 1649]
- thatcher-box-title: Η ΘΑΤΣΕΡ ΕΙΝΑΙ ΓΥΝΑΙΚΑ ΠΟΛΥ ΟΙΚΟΝΟΜΑ: [244, 1569, 361, 1613]
- iran-lead: Συμπλοκές καί πυροβολισμοί: [599, 1234, 840, 1255]
- uganda-story-col-2: ΚΑΜΠΑΛΑ, Οὐγκάντα, 22. (Ρώϋτερ). — Ὁ νέος πρόεδρος τῆς Οὐγκάντα Γκόντφρεϋ Μπινάισα σχημάτισε νέα κυβέρνηση, ἐνῶ ὁ προκάτοχός του Γιουσούφ Λούλε διέφυγε στήν Ἀγγλία. ΚΑΜΠΑΛΑ, Οὐγκάντα, 22. (Ρώϋτερ). — Ὁ νέος πρόεδρος τῆς Οὐγκάντα Γκόντφρεϋ Μπινάισα σχημάτισε νέα κυβέρνηση, ἐνῶ ὁ προκάτοχός του Γιουσούφ Λούλε διέφυγε στήν Ἀγγλία.: [1375, 1468, 1563, 1630]
- center-headline-line-2: γιά τά βαρέλια πετρελαίου;: [547, 173, 1034, 316]
- left-subheadline-3: Τούς θέρισαν ἐν ψυχρῷ ἐνῶ ἦταν συγκεντρωμένοι.— Λοχαγός ἦταν ἐπικεφαλῆς τῶν δολοφόνων.: [8, 1496, 393, 1556]
- left-story-1: [8, 189, 194, 793]
- uganda-lead: Ηρεμία επικρατεί στην Καμπάλα: [1234, 1238, 1507, 1259]
- left-briefs-2: [207, 1561, 399, 2307]
